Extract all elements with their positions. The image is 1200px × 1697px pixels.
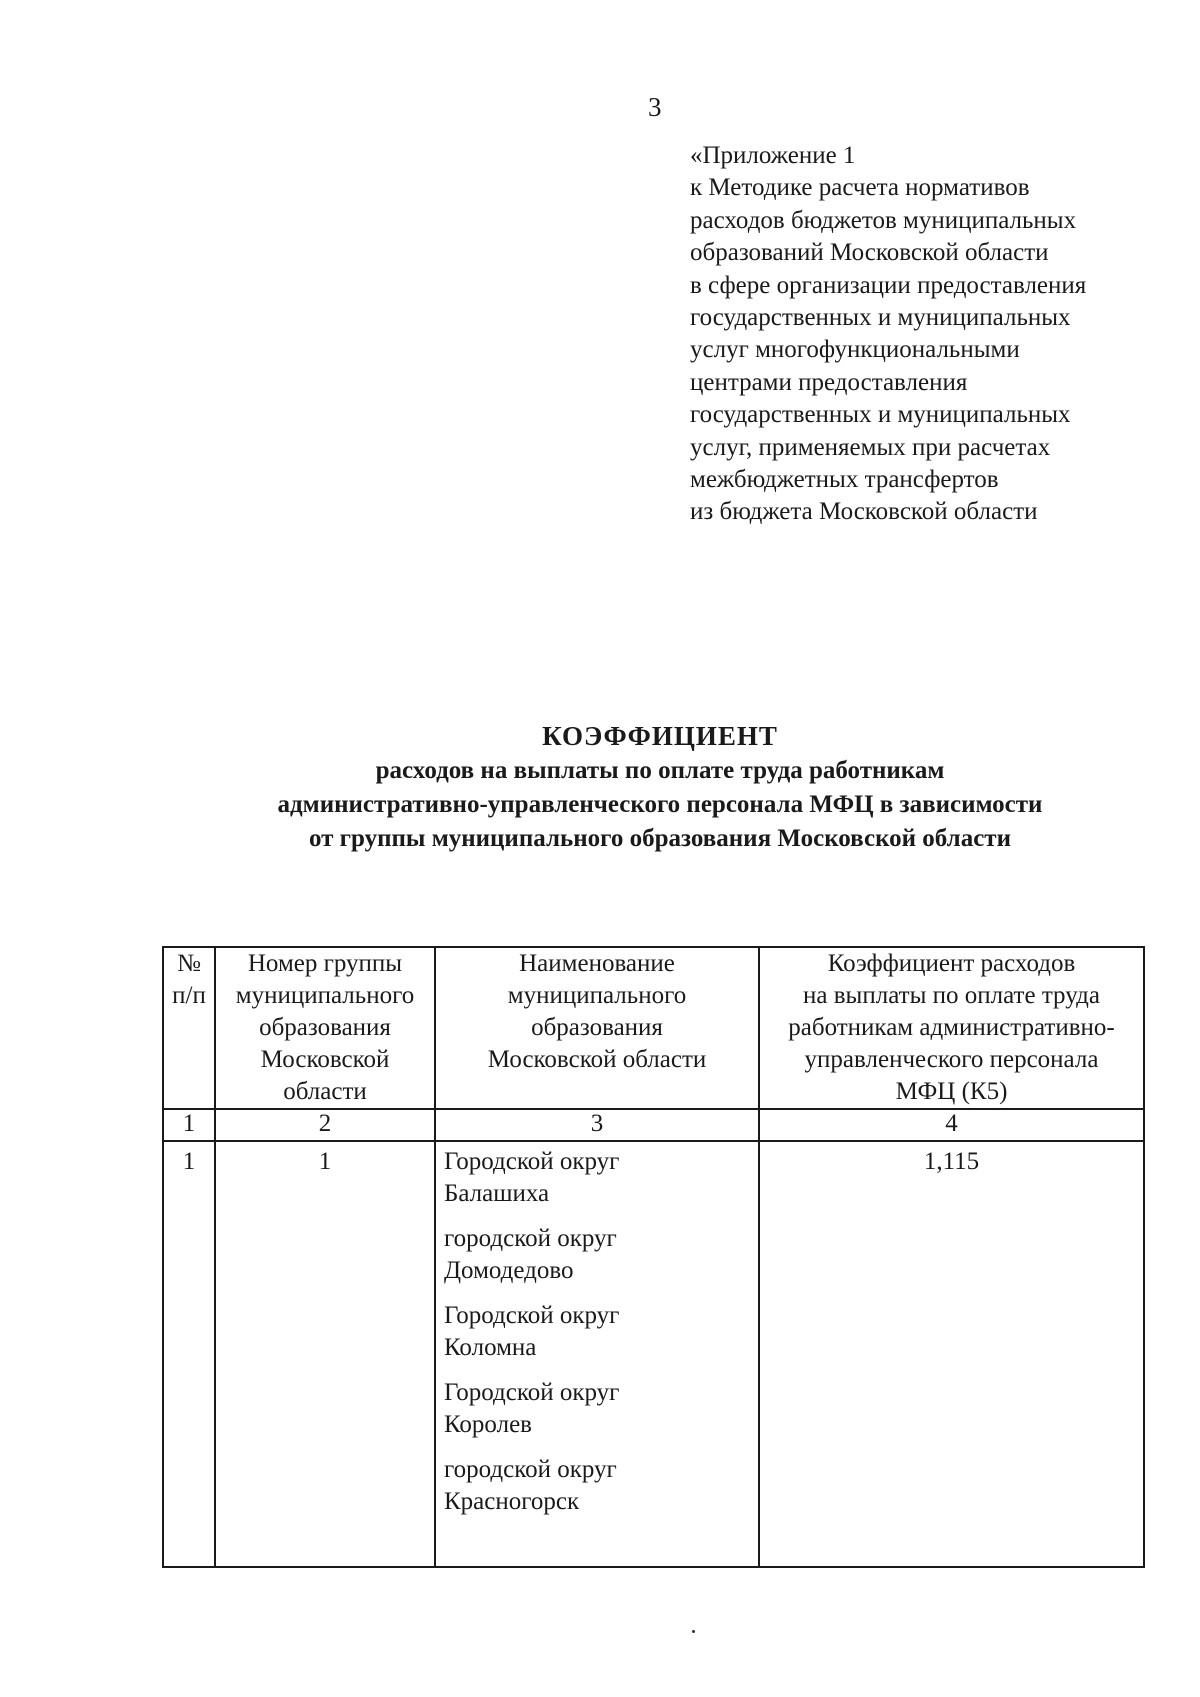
municipality-line: Королев [444,1411,532,1438]
subtitle-line: от группы муниципального образования Московской области [308,825,1011,852]
header-line: Номер группы [247,950,403,977]
appendix-line: межбюджетных трансфертов [690,466,999,494]
header-line: работникам административно- [788,1014,1115,1041]
header-line: области [283,1078,367,1105]
row-municipalities [435,1141,759,1567]
appendix-line: из бюджета Московской области [690,498,1038,526]
document-title: КОЭФФИЦИЕНТ [542,721,778,751]
municipality-line: Красногорск [444,1488,580,1515]
appendix-reference [690,140,1190,529]
header-line: Московской [260,1046,390,1073]
page-number: 3 [648,92,662,122]
subtitle-line: расходов на выплаты по оплате труда работникам [375,757,945,784]
municipality-line: Городской округ [444,1148,620,1175]
header-line: Наименование [519,950,675,977]
municipality-line: Городской округ [444,1302,620,1329]
municipality-name [444,1146,756,1210]
appendix-line: услуг многофункциональными [690,336,1020,364]
municipality-line: Коломна [444,1334,537,1361]
appendix-line: к Методике расчета нормативов [690,174,1030,202]
appendix-line: услуг, применяемых при расчетах [690,433,1051,461]
header-line: управленческого персонала [804,1046,1099,1073]
coefficient-table [162,946,1145,1568]
column-number: 1 [163,1109,215,1141]
table-header-row [163,947,1144,1109]
column-number: 4 [759,1109,1144,1141]
column-number: 3 [435,1109,759,1141]
header-line: № [177,950,201,977]
row-coefficient: 1,115 [759,1141,1144,1567]
header-name [435,947,759,1109]
municipality-name [444,1377,756,1441]
table-row [163,1141,1144,1567]
municipality-line: городской округ [444,1225,617,1252]
row-number: 1 [163,1141,215,1567]
document-subtitle [0,754,1200,856]
header-group [215,947,435,1109]
header-line: на выплаты по оплате труда [803,982,1100,1009]
municipality-line: Городской округ [444,1379,620,1406]
appendix-line: расходов бюджетов муниципальных [690,206,1077,234]
municipality-name [444,1454,756,1518]
header-line: п/п [172,982,206,1009]
header-line: муниципального [507,982,687,1009]
appendix-line: государственных и муниципальных [690,401,1071,429]
header-line: Московской области [487,1046,707,1073]
header-line: муниципального [235,982,415,1009]
header-number [163,947,215,1109]
appendix-line: «Приложение 1 [690,142,856,169]
header-coefficient [759,947,1144,1109]
scan-speck [692,1630,695,1633]
municipality-name [444,1300,756,1364]
header-line: МФЦ (К5) [895,1078,1008,1105]
municipality-line: городской округ [444,1456,617,1483]
header-line: образования [531,1014,663,1041]
appendix-line: в сфере организации предоставления [690,271,1087,299]
header-line: Коэффициент расходов [827,950,1076,977]
appendix-line: государственных и муниципальных [690,304,1071,332]
municipality-line: Балашиха [444,1180,550,1207]
appendix-line: образований Московской области [690,239,1049,267]
column-number: 2 [215,1109,435,1141]
row-group: 1 [215,1141,435,1567]
municipality-line: Домодедово [444,1257,574,1284]
column-number-row [163,1109,1144,1141]
document-title-block [0,718,1200,856]
municipality-name [444,1223,756,1287]
header-line: образования [259,1014,391,1041]
appendix-line: центрами предоставления [690,368,968,396]
subtitle-line: административно-управленческого персонала МФЦ в зависимости [277,791,1043,818]
